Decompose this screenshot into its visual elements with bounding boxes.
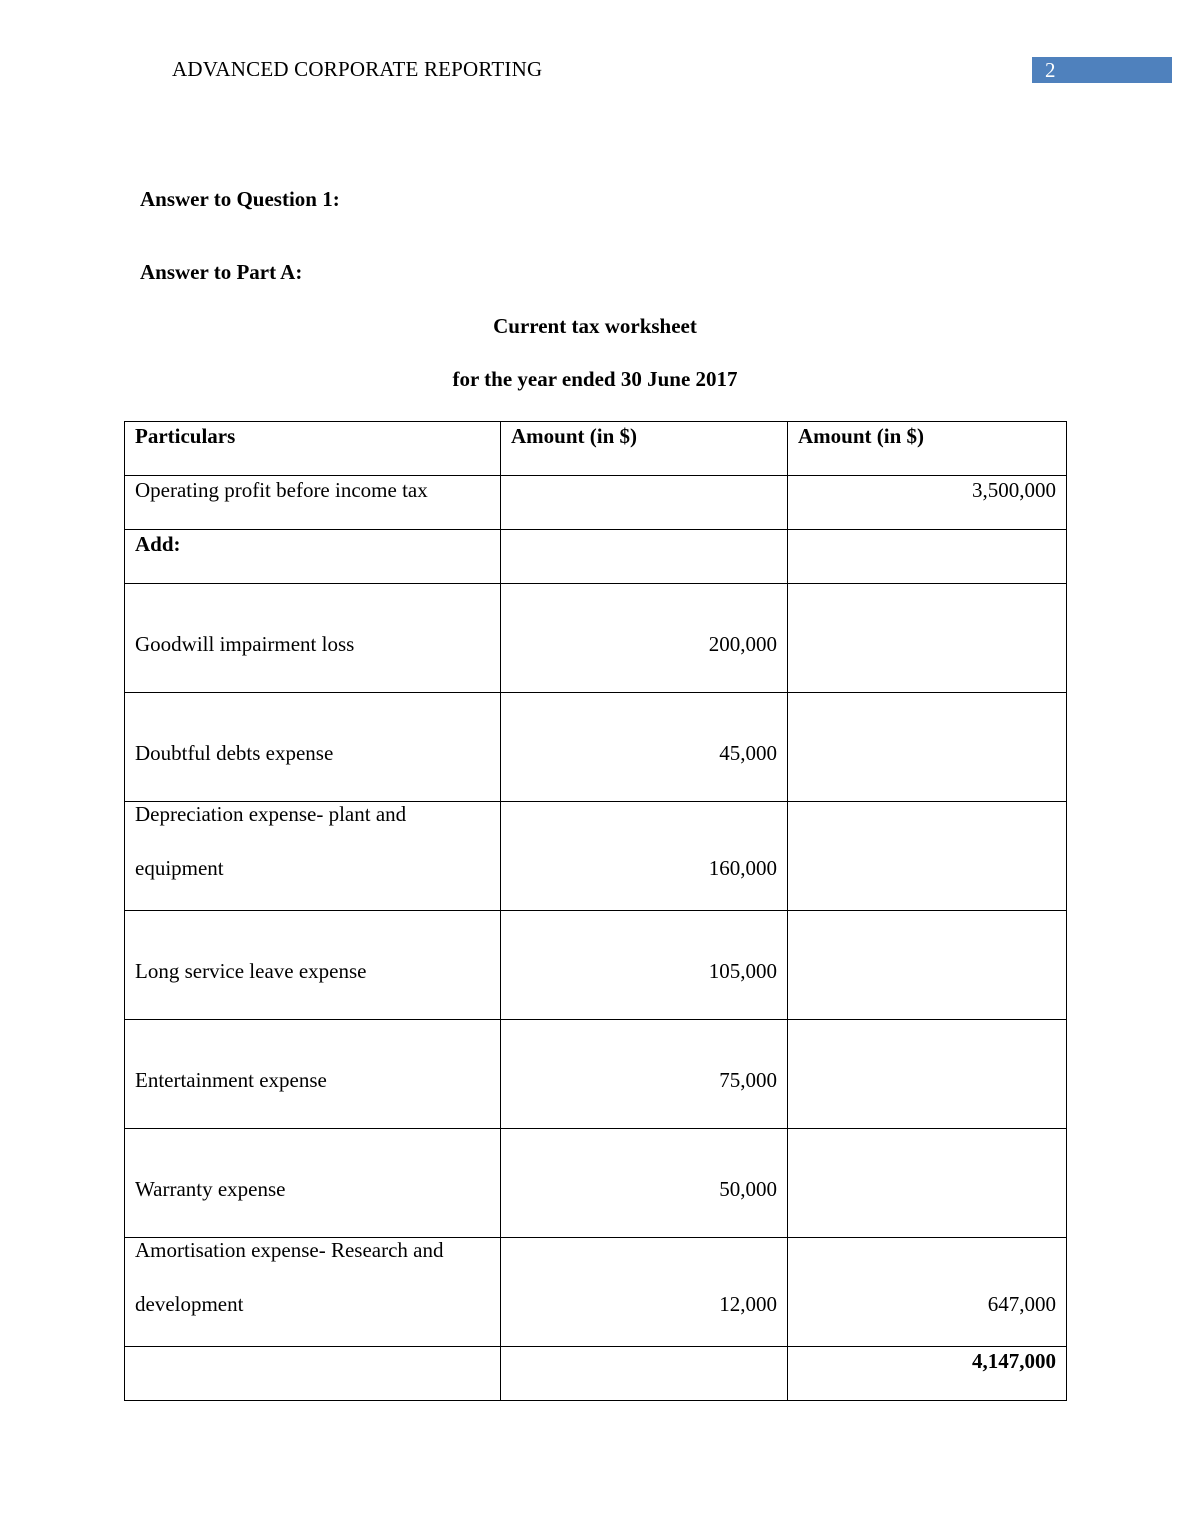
row-label — [125, 1020, 501, 1129]
amount-value: 75,000 — [719, 1068, 777, 1092]
add-label: Add: — [125, 530, 501, 584]
amount-value: 45,000 — [719, 741, 777, 765]
amount-cell — [501, 1020, 788, 1129]
row-label — [125, 1347, 501, 1401]
amount-cell — [501, 530, 788, 584]
amount-cell — [501, 584, 788, 693]
total-amount: 4,147,000 — [788, 1347, 1067, 1401]
amount-cell — [501, 476, 788, 530]
worksheet-subtitle: for the year ended 30 June 2017 — [452, 367, 738, 391]
worksheet-title: Current tax worksheet — [493, 314, 697, 338]
table-row — [125, 1129, 1067, 1238]
row-label — [125, 911, 501, 1020]
question-heading: Answer to Question 1: — [140, 187, 340, 211]
table-row — [125, 693, 1067, 802]
amount-value: 160,000 — [708, 856, 777, 880]
table-row — [125, 584, 1067, 693]
part-heading: Answer to Part A: — [140, 260, 303, 284]
amount-cell — [788, 911, 1067, 1020]
row-label-line: Amortisation expense- Research and — [135, 1238, 444, 1262]
row-label — [125, 1238, 501, 1347]
column-header: Amount (in $) — [788, 422, 1067, 476]
table-row — [125, 911, 1067, 1020]
row-label-line: equipment — [135, 856, 224, 880]
amount-cell — [788, 802, 1067, 911]
column-header: Amount (in $) — [501, 422, 788, 476]
table-header-row — [125, 422, 1067, 476]
row-label-line: Goodwill impairment loss — [135, 632, 355, 656]
amount-cell — [788, 1238, 1067, 1347]
row-label-line: Entertainment expense — [135, 1068, 327, 1092]
amount-cell — [501, 1238, 788, 1347]
amount-value: 647,000 — [987, 1292, 1056, 1316]
total-row — [125, 1347, 1067, 1401]
row-label — [125, 802, 501, 911]
row-label-line: development — [135, 1292, 244, 1316]
tax-worksheet-table — [124, 421, 1067, 1401]
table-row — [125, 530, 1067, 584]
amount-cell — [788, 1129, 1067, 1238]
amount-value: 200,000 — [708, 632, 777, 656]
row-label — [125, 693, 501, 802]
amount-value: 105,000 — [708, 959, 777, 983]
amount-cell — [501, 693, 788, 802]
amount-cell — [788, 530, 1067, 584]
amount-cell — [501, 911, 788, 1020]
row-label-line: Long service leave expense — [135, 959, 367, 983]
amount-value: 12,000 — [719, 1292, 777, 1316]
running-header-title: ADVANCED CORPORATE REPORTING — [172, 57, 543, 81]
amount-cell — [788, 584, 1067, 693]
row-label-line: Warranty expense — [135, 1177, 286, 1201]
amount-cell — [501, 1129, 788, 1238]
table-row — [125, 802, 1067, 911]
row-label — [125, 1129, 501, 1238]
amount-value: 50,000 — [719, 1177, 777, 1201]
row-label-line: Doubtful debts expense — [135, 741, 334, 765]
table-row — [125, 476, 1067, 530]
amount-cell: 3,500,000 — [788, 476, 1067, 530]
row-label-line: Depreciation expense- plant and — [135, 802, 407, 826]
row-label — [125, 584, 501, 693]
row-label: Operating profit before income tax — [125, 476, 501, 530]
amount-cell — [788, 693, 1067, 802]
page-number-badge: 2 — [1032, 57, 1172, 83]
amount-cell — [501, 1347, 788, 1401]
amount-cell — [788, 1020, 1067, 1129]
amount-cell — [501, 802, 788, 911]
table-row — [125, 1020, 1067, 1129]
column-header: Particulars — [125, 422, 501, 476]
table-row — [125, 1238, 1067, 1347]
